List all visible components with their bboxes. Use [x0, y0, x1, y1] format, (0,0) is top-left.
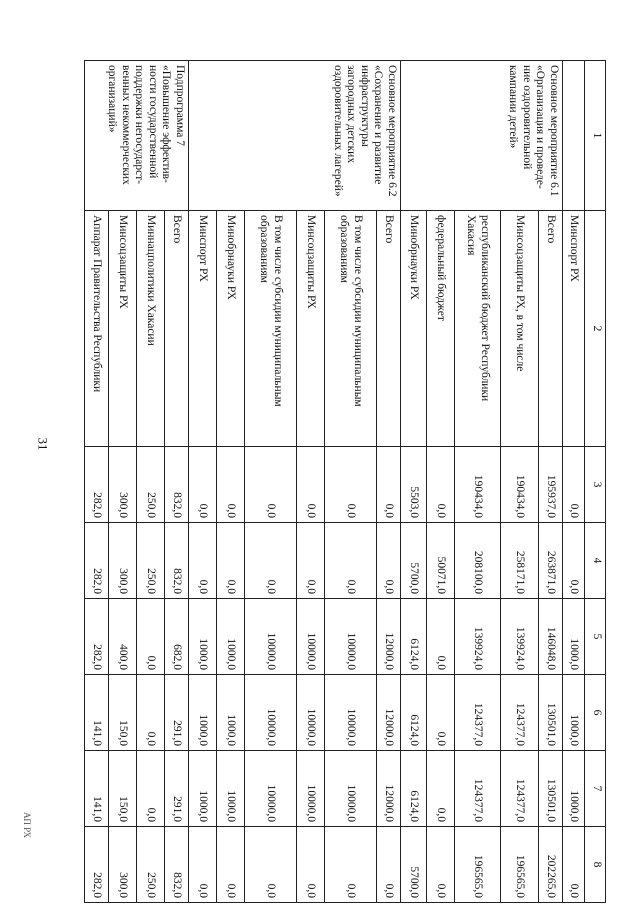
funding-source: Минобрнауки РХ	[217, 211, 245, 447]
amount-cell: 250,0	[137, 827, 165, 903]
amount-cell: 12000,0	[377, 599, 401, 675]
amount-cell: 0,0	[137, 751, 165, 827]
amount-cell: 0,0	[427, 751, 455, 827]
table-body	[85, 61, 585, 903]
header-cell: 3	[585, 447, 606, 523]
amount-cell: 1000,0	[563, 751, 585, 827]
funding-source: Минсоцзащиты РХ, в том числе	[501, 211, 539, 447]
amount-cell: 250,0	[137, 523, 165, 599]
amount-cell: 0,0	[377, 447, 401, 523]
amount-cell: 6124,0	[401, 751, 427, 827]
amount-cell: 0,0	[245, 447, 297, 523]
amount-cell: 146048,0	[539, 599, 563, 675]
amount-cell: 0,0	[137, 675, 165, 751]
funding-source: Минобрнауки РХ	[401, 211, 427, 447]
amount-cell: 12000,0	[377, 751, 401, 827]
amount-cell: 5700,0	[401, 523, 427, 599]
amount-cell: 263871,0	[539, 523, 563, 599]
amount-cell: 10000,0	[297, 675, 325, 751]
funding-source: Минспорт РХ	[563, 211, 585, 447]
funding-source: Миннацполитики Хакасии	[137, 211, 165, 447]
amount-cell: 300,0	[109, 447, 137, 523]
amount-cell: 124377,0	[455, 751, 501, 827]
amount-cell: 250,0	[137, 447, 165, 523]
amount-cell: 0,0	[427, 827, 455, 903]
amount-cell: 124377,0	[501, 675, 539, 751]
amount-cell: 0,0	[325, 827, 377, 903]
amount-cell: 0,0	[245, 827, 297, 903]
amount-cell: 6124,0	[401, 599, 427, 675]
amount-cell: 291,0	[165, 751, 189, 827]
amount-cell: 1000,0	[217, 675, 245, 751]
amount-cell: 0,0	[297, 447, 325, 523]
table-row	[563, 61, 585, 903]
amount-cell: 0,0	[217, 447, 245, 523]
amount-cell: 10000,0	[245, 751, 297, 827]
header-cell: 4	[585, 523, 606, 599]
funding-source: федеральный бюджет	[427, 211, 455, 447]
amount-cell: 0,0	[217, 827, 245, 903]
amount-cell: 400,0	[109, 599, 137, 675]
funding-source: Всего	[165, 211, 189, 447]
amount-cell: 0,0	[377, 523, 401, 599]
measure-name: Основное мероприятие 6.2 «Сохранение и развитие инфраструктуры загородных детских оздоровительных лагерей»	[189, 61, 401, 211]
amount-cell: 0,0	[325, 447, 377, 523]
amount-cell: 195937,0	[539, 447, 563, 523]
amount-cell: 300,0	[109, 827, 137, 903]
amount-cell: 141,0	[85, 751, 109, 827]
amount-cell: 202265,0	[539, 827, 563, 903]
amount-cell: 0,0	[217, 523, 245, 599]
amount-cell: 196565,0	[455, 827, 501, 903]
amount-cell: 0,0	[563, 523, 585, 599]
funding-source: республиканский бюджет Республики Хакасия	[455, 211, 501, 447]
amount-cell: 196565,0	[501, 827, 539, 903]
amount-cell: 1000,0	[189, 599, 217, 675]
amount-cell: 0,0	[427, 447, 455, 523]
amount-cell: 1000,0	[563, 599, 585, 675]
amount-cell: 150,0	[109, 675, 137, 751]
page-number: 31	[35, 437, 51, 451]
measure-name: Подпрограмма 7 «Повышение эффектив-ности государственной поддержки негосударст-венных некоммерческих организаций»	[85, 61, 189, 211]
amount-cell: 0,0	[189, 523, 217, 599]
funding-source: Всего	[377, 211, 401, 447]
amount-cell: 0,0	[297, 827, 325, 903]
amount-cell: 832,0	[165, 523, 189, 599]
amount-cell: 0,0	[427, 599, 455, 675]
header-cell: 5	[585, 599, 606, 675]
amount-cell: 1000,0	[217, 599, 245, 675]
amount-cell: 5700,0	[401, 827, 427, 903]
amount-cell: 282,0	[85, 523, 109, 599]
amount-cell: 190434,0	[501, 447, 539, 523]
amount-cell: 124377,0	[455, 675, 501, 751]
amount-cell: 1000,0	[217, 751, 245, 827]
amount-cell: 0,0	[245, 523, 297, 599]
table-row	[377, 61, 401, 903]
amount-cell: 50071,0	[427, 523, 455, 599]
header-cell: 8	[585, 827, 606, 903]
funding-source: В том числе субсидии муниципальным образованиям	[325, 211, 377, 447]
amount-cell: 6124,0	[401, 675, 427, 751]
header-cell: 7	[585, 751, 606, 827]
amount-cell: 832,0	[165, 827, 189, 903]
amount-cell: 10000,0	[297, 751, 325, 827]
measure-name: Основное мероприятие 6.1 «Организация и проведе-ние оздоровительной кампании детей»	[401, 61, 563, 211]
amount-cell: 282,0	[85, 827, 109, 903]
funding-source: Минспорт РХ	[189, 211, 217, 447]
amount-cell: 1000,0	[189, 675, 217, 751]
amount-cell: 10000,0	[325, 675, 377, 751]
rotated-table-container	[66, 60, 606, 902]
funding-source: Всего	[539, 211, 563, 447]
amount-cell: 0,0	[137, 599, 165, 675]
amount-cell: 282,0	[85, 599, 109, 675]
amount-cell: 10000,0	[297, 599, 325, 675]
amount-cell: 1000,0	[563, 675, 585, 751]
header-cell: 6	[585, 675, 606, 751]
amount-cell: 291,0	[165, 675, 189, 751]
amount-cell: 141,0	[85, 675, 109, 751]
header-cell: 1	[585, 61, 606, 211]
amount-cell: 0,0	[297, 523, 325, 599]
amount-cell: 282,0	[85, 447, 109, 523]
amount-cell: 150,0	[109, 751, 137, 827]
amount-cell: 190434,0	[455, 447, 501, 523]
funding-source: Минсоцзащиты РХ	[109, 211, 137, 447]
table-row	[165, 61, 189, 903]
amount-cell: 0,0	[427, 675, 455, 751]
amount-cell: 300,0	[109, 523, 137, 599]
budget-table	[84, 60, 606, 903]
header-cell: 2	[585, 211, 606, 447]
amount-cell: 832,0	[165, 447, 189, 523]
amount-cell: 139924,0	[501, 599, 539, 675]
amount-cell: 208100,0	[455, 523, 501, 599]
amount-cell: 124377,0	[501, 751, 539, 827]
header-row	[585, 61, 606, 903]
funding-source: В том числе субсидии муниципальным образованиям	[245, 211, 297, 447]
amount-cell: 10000,0	[245, 675, 297, 751]
amount-cell: 130501,0	[539, 675, 563, 751]
funding-source: Аппарат Правительства Республики	[85, 211, 109, 447]
amount-cell: 0,0	[325, 523, 377, 599]
amount-cell: 130501,0	[539, 751, 563, 827]
amount-cell: 682,0	[165, 599, 189, 675]
measure-name	[563, 61, 585, 211]
footer-mark: АП РХ	[22, 811, 33, 839]
amount-cell: 139924,0	[455, 599, 501, 675]
amount-cell: 0,0	[377, 827, 401, 903]
amount-cell: 0,0	[189, 827, 217, 903]
amount-cell: 0,0	[189, 447, 217, 523]
amount-cell: 10000,0	[325, 751, 377, 827]
funding-source: Минсоцзащиты РХ	[297, 211, 325, 447]
amount-cell: 5503,0	[401, 447, 427, 523]
amount-cell: 0,0	[563, 447, 585, 523]
amount-cell: 258171,0	[501, 523, 539, 599]
amount-cell: 0,0	[563, 827, 585, 903]
amount-cell: 1000,0	[189, 751, 217, 827]
table-row	[539, 61, 563, 903]
amount-cell: 10000,0	[245, 599, 297, 675]
amount-cell: 12000,0	[377, 675, 401, 751]
amount-cell: 10000,0	[325, 599, 377, 675]
